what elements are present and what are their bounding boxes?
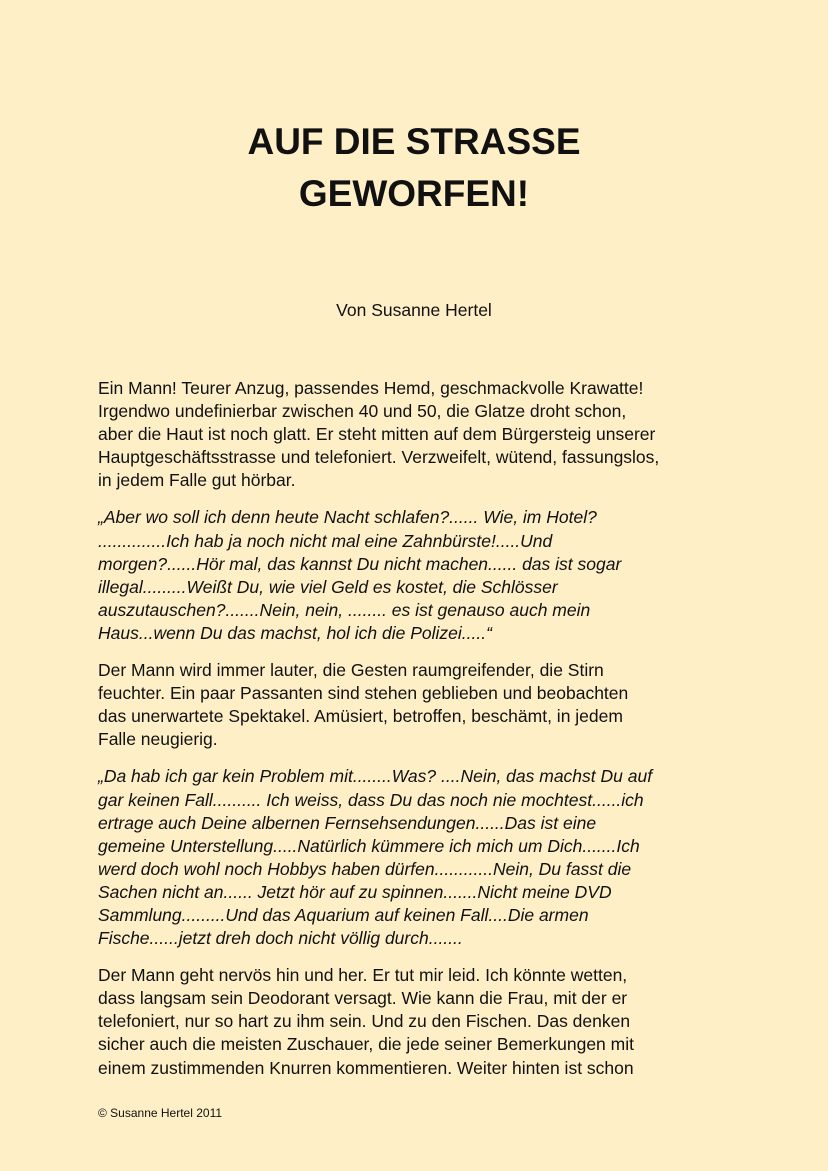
author-byline: Von Susanne Hertel — [336, 300, 492, 320]
paragraph-4-quote: „Da hab ich gar kein Problem mit........Was? ....Nein, das machst Du auf gar keinen Fall.......... Ich weiss, dass Du das noch nie mochtest......ich ertrage auch Deine albernen Fernsehsendungen......Das ist eine gemeine Unterstellung.....Natürlich kümmere ich mich um Dich.......Ich werd doch wohl noch Hobbys haben dürfen............Nein, Du fasst die Sachen nicht an...... Jetzt hör auf zu spinnen.......Nicht meine DVD Sammlung.........Und das Aquarium auf keinen Fall....Die armen Fische......jetzt dreh doch nicht völlig durch....... — [98, 766, 653, 949]
copyright-footer: © Susanne Hertel 2011 — [98, 1106, 223, 1120]
paragraph-1: Ein Mann! Teurer Anzug, passendes Hemd, geschmackvolle Krawatte! Irgendwo undefinierbar zwischen 40 und 50, die Glatze droht schon, aber die Haut ist noch glatt. Er steht mitten auf dem Bürgersteig unserer Hauptgeschäftsstrasse und telefoniert. Verzweifelt, wütend, fassungslos, in jedem Falle gut hörbar. — [98, 378, 660, 491]
title-line-1: AUF DIE STRASSE — [247, 121, 581, 162]
paragraph-3: Der Mann wird immer lauter, die Gesten raumgreifender, die Stirn feuchter. Ein paar Passanten sind stehen geblieben und beobachten das unerwartete Spektakel. Amüsiert, betroffen, beschämt, in jedem Falle neugierig. — [98, 660, 629, 750]
page-title — [0, 116, 828, 220]
paragraph-5: Der Mann geht nervös hin und her. Er tut mir leid. Ich könnte wetten, dass langsam sein Deodorant versagt. Wie kann die Frau, mit der er telefoniert, nur so hart zu ihm sein. Und zu den Fischen. Das denken sicher auch die meisten Zuschauer, die jede seiner Bemerkungen mit einem zustimmenden Knurren kommentieren. Weiter hinten ist schon — [98, 965, 634, 1078]
paragraph-2-quote: „Aber wo soll ich denn heute Nacht schlafen?...... Wie, im Hotel? ..............Ich hab ja noch nicht mal eine Zahnbürste!.....Und morgen?......Hör mal, das kannst Du nicht machen...... das ist sogar illegal.........Weißt Du, wie viel Geld es kostet, die Schlösser auszutauschen?.......Nein, nein, ........ es ist genauso auch mein Haus...wenn Du das machst, hol ich die Polizei.....“ — [98, 507, 622, 643]
story-body — [98, 377, 758, 1094]
title-line-2: GEWORFEN! — [298, 173, 530, 214]
